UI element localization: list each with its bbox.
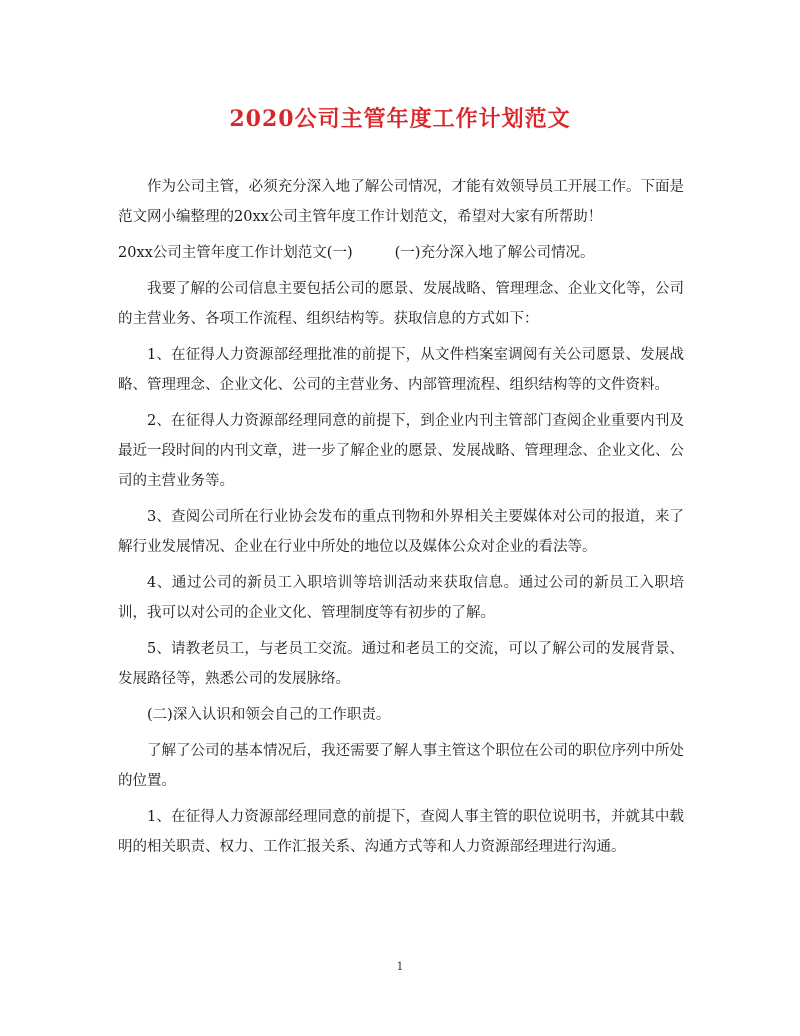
page-number: 1 — [396, 960, 404, 973]
paragraph-item-3: 3、查阅公司所在行业协会发布的重点刊物和外界相关主要媒体对公司的报道，来了解行业发展情况、企业在行业中所处的地位以及媒体公众对企业的看法等。 — [118, 509, 684, 555]
section-one-heading: (一)充分深入地了解公司情况。 — [394, 245, 595, 261]
paragraph-duty-1: 1、在征得人力资源部经理同意的前提下，查阅人事主管的职位说明书，并就其中载明的相关职责、权力、工作汇报关系、沟通方式等和人力资源部经理进行沟通。 — [118, 809, 684, 855]
plan-heading-line — [118, 238, 684, 268]
paragraph-item-5: 5、请教老员工，与老员工交流。通过和老员工的交流，可以了解公司的发展背景、发展路径等，熟悉公司的发展脉络。 — [118, 641, 684, 687]
paragraph-item-2: 2、在征得人力资源部经理同意的前提下，到企业内刊主管部门查阅企业重要内刊及最近一段时间的内刊文章，进一步了解企业的愿景、发展战略、管理理念、企业文化、公司的主营业务等。 — [118, 413, 684, 489]
paragraph-info-scope: 我要了解的公司信息主要包括公司的愿景、发展战略、管理理念、企业文化等，公司的主营业务、各项工作流程、组织结构等。获取信息的方式如下： — [118, 281, 684, 327]
plan-heading: 20xx公司主管年度工作计划范文(一) — [118, 245, 353, 261]
paragraph-position: 了解了公司的基本情况后，我还需要了解人事主管这个职位在公司的职位序列中所处的位置。 — [118, 743, 684, 789]
paragraph-item-4: 4、通过公司的新员工入职培训等培训活动来获取信息。通过公司的新员工入职培训，我可以对公司的企业文化、管理制度等有初步的了解。 — [118, 575, 684, 621]
document-body — [118, 172, 684, 862]
section-two-heading: (二)深入认识和领会自己的工作职责。 — [147, 707, 391, 723]
paragraph-item-1: 1、在征得人力资源部经理批准的前提下，从文件档案室调阅有关公司愿景、发展战略、管理理念、企业文化、公司的主营业务、内部管理流程、组织结构等的文件资料。 — [118, 347, 684, 393]
paragraph-intro: 作为公司主管，必须充分深入地了解公司情况，才能有效领导员工开展工作。下面是范文网小编整理的20xx公司主管年度工作计划范文，希望对大家有所帮助！ — [118, 179, 684, 225]
document-title: 2020公司主管年度工作计划范文 — [229, 106, 571, 132]
